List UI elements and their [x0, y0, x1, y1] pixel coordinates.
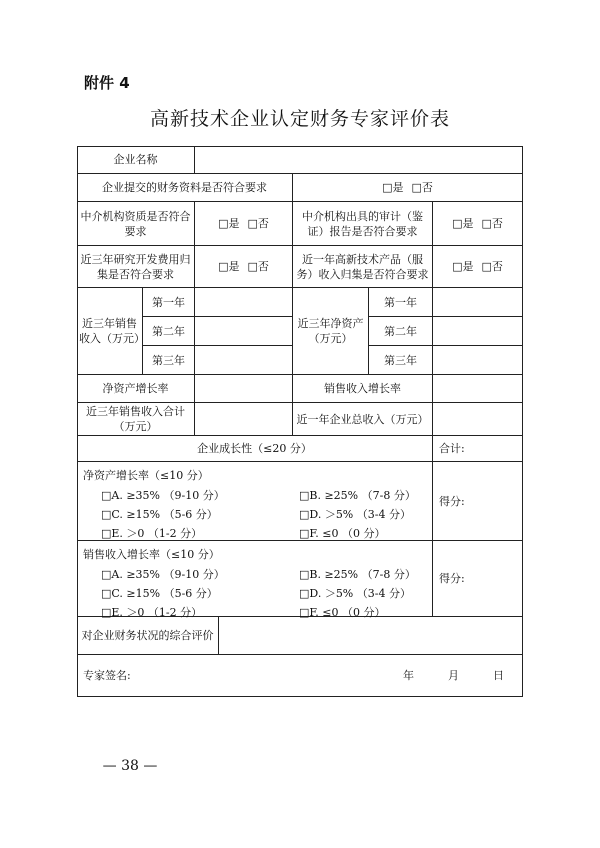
agency-label: 中介机构资质是否符合要求 — [77, 202, 195, 246]
option-e[interactable]: □E. ＞0 （1-2 分） — [101, 606, 203, 619]
option-d[interactable]: □D. ＞5% （3-4 分） — [299, 587, 411, 600]
date-block — [403, 668, 504, 683]
date-day: 日 — [493, 669, 504, 682]
option-f[interactable]: □F. ≤0 （0 分） — [299, 527, 386, 540]
option-a[interactable]: □A. ≥35% （9-10 分） — [101, 568, 225, 581]
option-f[interactable]: □F. ≤0 （0 分） — [299, 606, 386, 619]
form-title: 高新技术企业认定财务专家评价表 — [149, 108, 450, 130]
sales-total-label: 近三年销售收入合计（万元） — [77, 403, 195, 436]
assets-year1-field[interactable] — [433, 288, 523, 317]
sales-total-field[interactable] — [195, 403, 293, 436]
sales-growth-section — [77, 541, 433, 617]
rd-expense-label: 近三年研究开发费用归集是否符合要求 — [77, 246, 195, 288]
option-e[interactable]: □E. ＞0 （1-2 分） — [101, 527, 203, 540]
company-name-label: 企业名称 — [77, 146, 195, 174]
net-asset-growth-field[interactable] — [195, 375, 293, 403]
sales-year1-label: 第一年 — [143, 288, 195, 317]
signature-label: 专家签名: — [83, 669, 131, 682]
total-score-cell[interactable]: 合计: — [433, 436, 523, 462]
company-name-field[interactable] — [195, 146, 523, 174]
no-checkbox[interactable]: □否 — [247, 260, 269, 273]
sales-growth-field[interactable] — [433, 375, 523, 403]
yes-checkbox[interactable]: □是 — [452, 217, 474, 230]
assets-year2-label: 第二年 — [369, 317, 433, 346]
signature-row[interactable] — [77, 655, 523, 697]
financial-data-label: 企业提交的财务资料是否符合要求 — [77, 174, 293, 202]
net-asset-growth-section — [77, 462, 433, 541]
evaluation-form-table — [77, 146, 523, 697]
sales-year3-field[interactable] — [195, 346, 293, 375]
sales-section-title: 销售收入增长率（≤10 分） — [83, 548, 220, 561]
option-c[interactable]: □C. ≥15% （5-6 分） — [101, 508, 218, 521]
sales-3y-label: 近三年销售收入（万元） — [77, 288, 143, 375]
no-checkbox[interactable]: □否 — [247, 217, 269, 230]
yes-checkbox[interactable]: □是 — [382, 181, 404, 194]
growth-header: 企业成长性（≤20 分） — [77, 436, 433, 462]
net-asset-growth-label: 净资产增长率 — [77, 375, 195, 403]
yes-checkbox[interactable]: □是 — [452, 260, 474, 273]
sales-year2-field[interactable] — [195, 317, 293, 346]
sales-year1-field[interactable] — [195, 288, 293, 317]
option-a[interactable]: □A. ≥35% （9-10 分） — [101, 489, 225, 502]
option-b[interactable]: □B. ≥25% （7-8 分） — [299, 489, 416, 502]
date-year: 年 — [403, 669, 414, 682]
option-b[interactable]: □B. ≥25% （7-8 分） — [299, 568, 416, 581]
net-asset-score-cell[interactable]: 得分: — [433, 462, 523, 541]
audit-report-label: 中介机构出具的审计（鉴证）报告是否符合要求 — [293, 202, 433, 246]
net-assets-3y-label: 近三年净资产（万元） — [293, 288, 369, 375]
total-income-field[interactable] — [433, 403, 523, 436]
option-d[interactable]: □D. ＞5% （3-4 分） — [299, 508, 411, 521]
date-month: 月 — [448, 669, 459, 682]
no-checkbox[interactable]: □否 — [481, 217, 503, 230]
yes-checkbox[interactable]: □是 — [218, 217, 240, 230]
total-income-label: 近一年企业总收入（万元） — [293, 403, 433, 436]
yes-checkbox[interactable]: □是 — [218, 260, 240, 273]
agency-choice[interactable] — [195, 202, 293, 246]
hitech-income-label: 近一年高新技术产品（服务）收入归集是否符合要求 — [293, 246, 433, 288]
net-asset-section-title: 净资产增长率（≤10 分） — [83, 469, 209, 482]
sales-growth-score-cell[interactable]: 得分: — [433, 541, 523, 617]
financial-data-choice[interactable] — [293, 174, 523, 202]
option-c[interactable]: □C. ≥15% （5-6 分） — [101, 587, 218, 600]
assets-year3-field[interactable] — [433, 346, 523, 375]
no-checkbox[interactable]: □否 — [481, 260, 503, 273]
rd-expense-choice[interactable] — [195, 246, 293, 288]
evaluation-field[interactable] — [219, 617, 523, 655]
assets-year2-field[interactable] — [433, 317, 523, 346]
attachment-label: 附件 4 — [84, 74, 130, 92]
page-number: — 38 — — [102, 758, 158, 774]
assets-year3-label: 第三年 — [369, 346, 433, 375]
sales-year2-label: 第二年 — [143, 317, 195, 346]
sales-year3-label: 第三年 — [143, 346, 195, 375]
assets-year1-label: 第一年 — [369, 288, 433, 317]
hitech-income-choice[interactable] — [433, 246, 523, 288]
sales-growth-label: 销售收入增长率 — [293, 375, 433, 403]
no-checkbox[interactable]: □否 — [411, 181, 433, 194]
evaluation-label: 对企业财务状况的综合评价 — [77, 617, 219, 655]
audit-report-choice[interactable] — [433, 202, 523, 246]
